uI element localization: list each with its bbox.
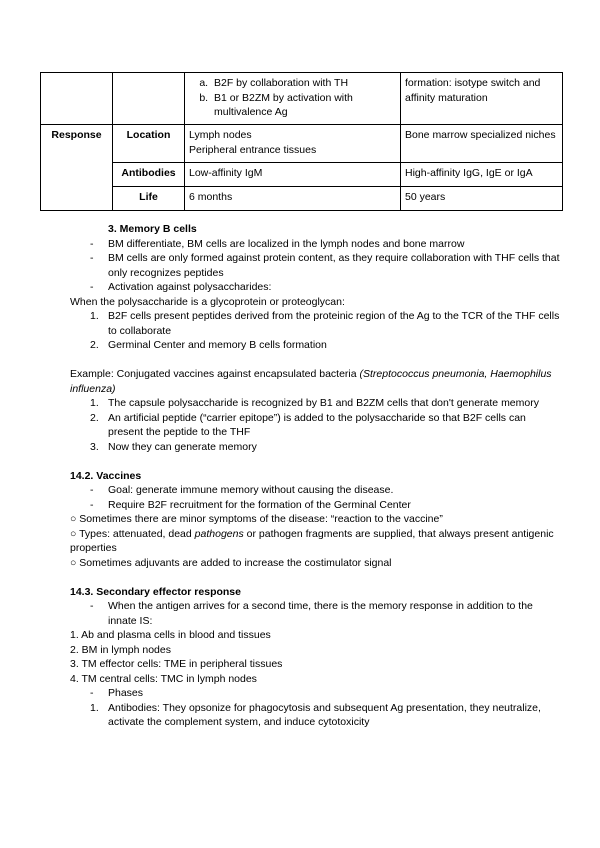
table-row <box>41 125 563 163</box>
table-row <box>41 187 563 211</box>
phase-list <box>70 701 560 730</box>
table-row <box>41 73 563 125</box>
paragraph <box>70 527 560 556</box>
cell-line: Lymph nodes <box>189 129 252 141</box>
table-cell-activation <box>185 73 401 125</box>
row-label: Location <box>113 125 185 163</box>
comparison-table <box>40 72 563 211</box>
table-cell: High-affinity IgG, IgE or IgA <box>401 163 563 187</box>
row-label: Life <box>113 187 185 211</box>
paragraph: ○ Sometimes there are minor symptoms of the disease: “reaction to the vaccine” <box>70 513 443 525</box>
list-item: - Require B2F recruitment for the formation of the Germinal Center <box>70 498 560 513</box>
example-paragraph <box>70 367 560 396</box>
list-item: b. B1 or B2ZM by activation with multivalence Ag <box>211 91 396 120</box>
phases-bullet <box>70 686 560 701</box>
poly-list <box>70 309 560 353</box>
text: or pathogen fragments are supplied, that always present antigenic properties <box>70 527 554 554</box>
item-text: Germinal Center and memory B cells formation <box>108 339 327 351</box>
table-cell: Bone marrow specialized niches <box>401 125 563 163</box>
list-item: 3. Now they can generate memory <box>90 440 257 453</box>
list-item: 1. The capsule polysaccharide is recognized by B1 and B2ZM cells that don't generate memory <box>90 397 539 409</box>
text: ○ Types: attenuated, dead <box>70 527 195 540</box>
table-row <box>41 163 563 187</box>
document-body <box>70 222 560 730</box>
list-item: 2. Germinal Center and memory B cells formation <box>90 339 327 351</box>
item-text: B2F cells present peptides derived from the proteinic region of the Ag to the TCR of the THF cells to collaborate <box>108 310 560 337</box>
section-heading-memory: 3. Memory B cells <box>108 223 197 235</box>
example-text: Example: Conjugated vaccines against encapsulated bacteria <box>70 368 360 380</box>
section-heading-secondary: 14.3. Secondary effector response <box>70 585 241 598</box>
table-cell: formation: isotype switch and affinity maturation <box>401 73 563 125</box>
table-cell: Low-affinity IgM <box>185 163 401 187</box>
table-cell-empty <box>113 73 185 125</box>
list-item: - Activation against polysaccharides: <box>70 280 560 295</box>
section-heading-vaccines: 14.2. Vaccines <box>70 469 142 482</box>
secondary-bullets <box>70 599 560 628</box>
item-text: Now they can generate memory <box>108 440 257 453</box>
row-label: Antibodies <box>113 163 185 187</box>
memory-bullets <box>70 237 560 295</box>
item-text: Antibodies: They opsonize for phagocytosis and subsequent Ag presentation, they neutralize, activate the complement system, and induce cytotoxicity <box>108 701 541 728</box>
list-item: 1. Antibodies: They opsonize for phagocytosis and subsequent Ag presentation, they neutralize, activate the complement system, and induce cytotoxicity <box>90 701 541 728</box>
list-line: 2. BM in lymph nodes <box>70 643 171 656</box>
italic-text: pathogens <box>194 527 244 540</box>
example-list <box>70 396 560 454</box>
table-cell-empty <box>41 73 113 125</box>
response-label: Response <box>41 125 113 211</box>
item-text: The capsule polysaccharide is recognized by B1 and B2ZM cells that don't generate memory <box>108 397 539 409</box>
vaccine-bullets <box>70 483 560 512</box>
cell-line: Peripheral entrance tissues <box>189 143 317 156</box>
list-item: - BM differentiate, BM cells are localized in the lymph nodes and bone marrow <box>70 237 560 252</box>
list-line: 3. TM effector cells: TME in peripheral tissues <box>70 658 283 670</box>
list-line: 4. TM central cells: TMC in lymph nodes <box>70 672 257 685</box>
list-item: 1. B2F cells present peptides derived from the proteinic region of the Ag to the TCR of the THF cells to collaborate <box>90 310 560 337</box>
list-item: - Goal: generate immune memory without causing the disease. <box>70 483 560 498</box>
list-item: - When the antigen arrives for a second time, there is the memory response in addition to the innate IS: <box>70 599 560 628</box>
list-item: - BM cells are only formed against protein content, as they require collaboration with THF cells that only recognizes peptides <box>70 251 560 280</box>
list-item: - Phases <box>70 686 560 701</box>
item-text: An artificial peptide (“carrier epitope”) is added to the polysaccharide so that B2F cells can present the peptide to the THF <box>108 411 526 438</box>
list-item: 2. An artificial peptide (“carrier epitope”) is added to the polysaccharide so that B2F cells can present the peptide to the THF <box>90 411 526 438</box>
table-cell: 50 years <box>401 187 563 211</box>
list-item: a. B2F by collaboration with TH <box>211 76 396 91</box>
table-cell <box>185 125 401 163</box>
table-cell: 6 months <box>185 187 401 211</box>
species-names: (Streptococcus pneumonia, Haemophilus influenza) <box>70 368 552 395</box>
list-line: 1. Ab and plasma cells in blood and tissues <box>70 629 271 641</box>
paragraph: When the polysaccharide is a glycoprotein or proteoglycan: <box>70 295 345 308</box>
paragraph: ○ Sometimes adjuvants are added to increase the costimulator signal <box>70 556 392 569</box>
